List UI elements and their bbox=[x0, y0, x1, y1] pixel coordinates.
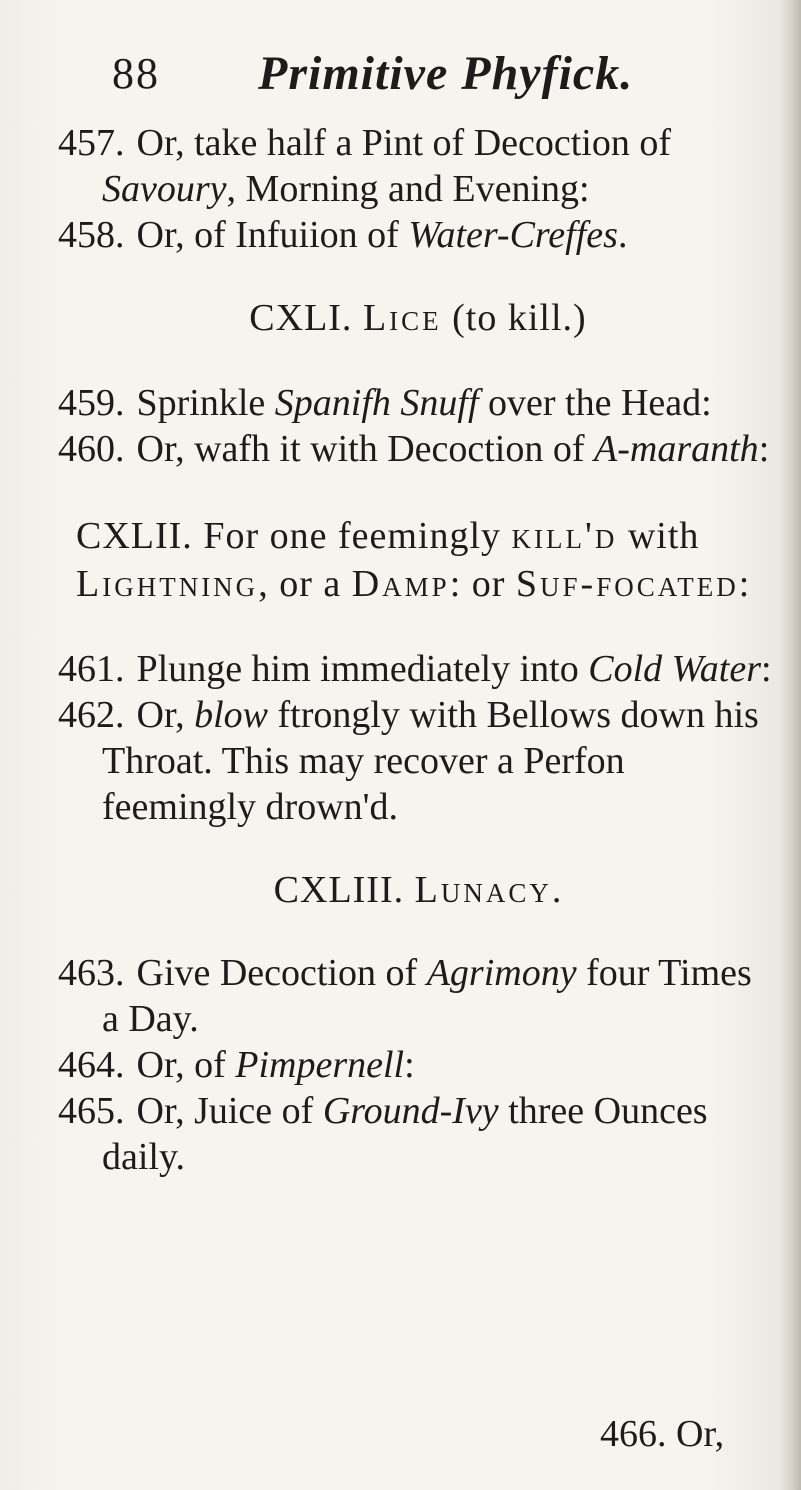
running-title: Primitive Phyfick. bbox=[258, 47, 634, 100]
remedy-name: Water-Creffes bbox=[408, 214, 618, 256]
entry-463: 463. Give Decoction of Agrimony four Times a Day. bbox=[58, 952, 752, 1040]
entry-457: 457. Or, take half a Pint of Decoction of Savoury, Morning and Evening: bbox=[58, 122, 672, 210]
remedy-name: Pimpernell bbox=[235, 1044, 405, 1086]
page-number: 88 bbox=[112, 49, 160, 98]
entry-number: 465. bbox=[58, 1090, 125, 1132]
entry-459: 459. Sprinkle Spanifh Snuff over the Head: bbox=[58, 382, 712, 424]
section-heading-142: CXLII. For one feemingly kill'd with Lightning, or a Damp: or Suf-focated: bbox=[76, 515, 751, 605]
entry-460: 460. Or, wafh it with Decoction of A-maranth: bbox=[58, 428, 770, 470]
section-heading-143: CXLIII. Lunacy. bbox=[273, 869, 563, 911]
section-numeral: CXLII. bbox=[76, 515, 193, 557]
entry-number: 463. bbox=[58, 952, 125, 994]
entry-number: 460. bbox=[58, 428, 125, 470]
remedy-name: Cold Water bbox=[588, 648, 762, 690]
remedy-name: Savoury bbox=[102, 168, 227, 210]
entry-number: 459. bbox=[58, 382, 125, 424]
catchword: 466. Or, bbox=[600, 1413, 725, 1455]
entry-number: 461. bbox=[58, 648, 125, 690]
remedy-name: blow bbox=[194, 694, 268, 736]
page-body bbox=[58, 120, 778, 1180]
section-subtitle: (to kill.) bbox=[452, 297, 587, 339]
section-numeral: CXLIII. bbox=[273, 869, 405, 911]
page-header bbox=[112, 48, 772, 108]
entry-number: 458. bbox=[58, 214, 125, 256]
entry-465: 465. Or, Juice of Ground-Ivy three Ounces daily. bbox=[58, 1090, 708, 1178]
page-edge-shadow bbox=[779, 0, 801, 1490]
remedy-name: Spanifh Snuff bbox=[274, 382, 479, 424]
section-title: Lice bbox=[362, 297, 442, 339]
entry-462: 462. Or, blow ftrongly with Bellows down his Throat. This may recover a Perfon feemingly drown'd. bbox=[58, 694, 759, 828]
remedy-name: Agrimony bbox=[426, 952, 577, 994]
section-heading-141 bbox=[58, 294, 778, 342]
section-numeral: CXLI. bbox=[249, 297, 353, 339]
entry-458: 458. Or, of Infuiion of Water-Creffes. bbox=[58, 214, 628, 256]
entry-number: 464. bbox=[58, 1044, 125, 1086]
entry-461: 461. Plunge him immediately into Cold Water: bbox=[58, 648, 772, 690]
remedy-name: A-maranth bbox=[594, 428, 759, 470]
section-title: Lunacy bbox=[414, 869, 552, 911]
remedy-name: Ground-Ivy bbox=[322, 1090, 499, 1132]
entry-number: 462. bbox=[58, 694, 125, 736]
entry-464: 464. Or, of Pimpernell: bbox=[58, 1044, 415, 1086]
entry-number: 457. bbox=[58, 122, 125, 164]
